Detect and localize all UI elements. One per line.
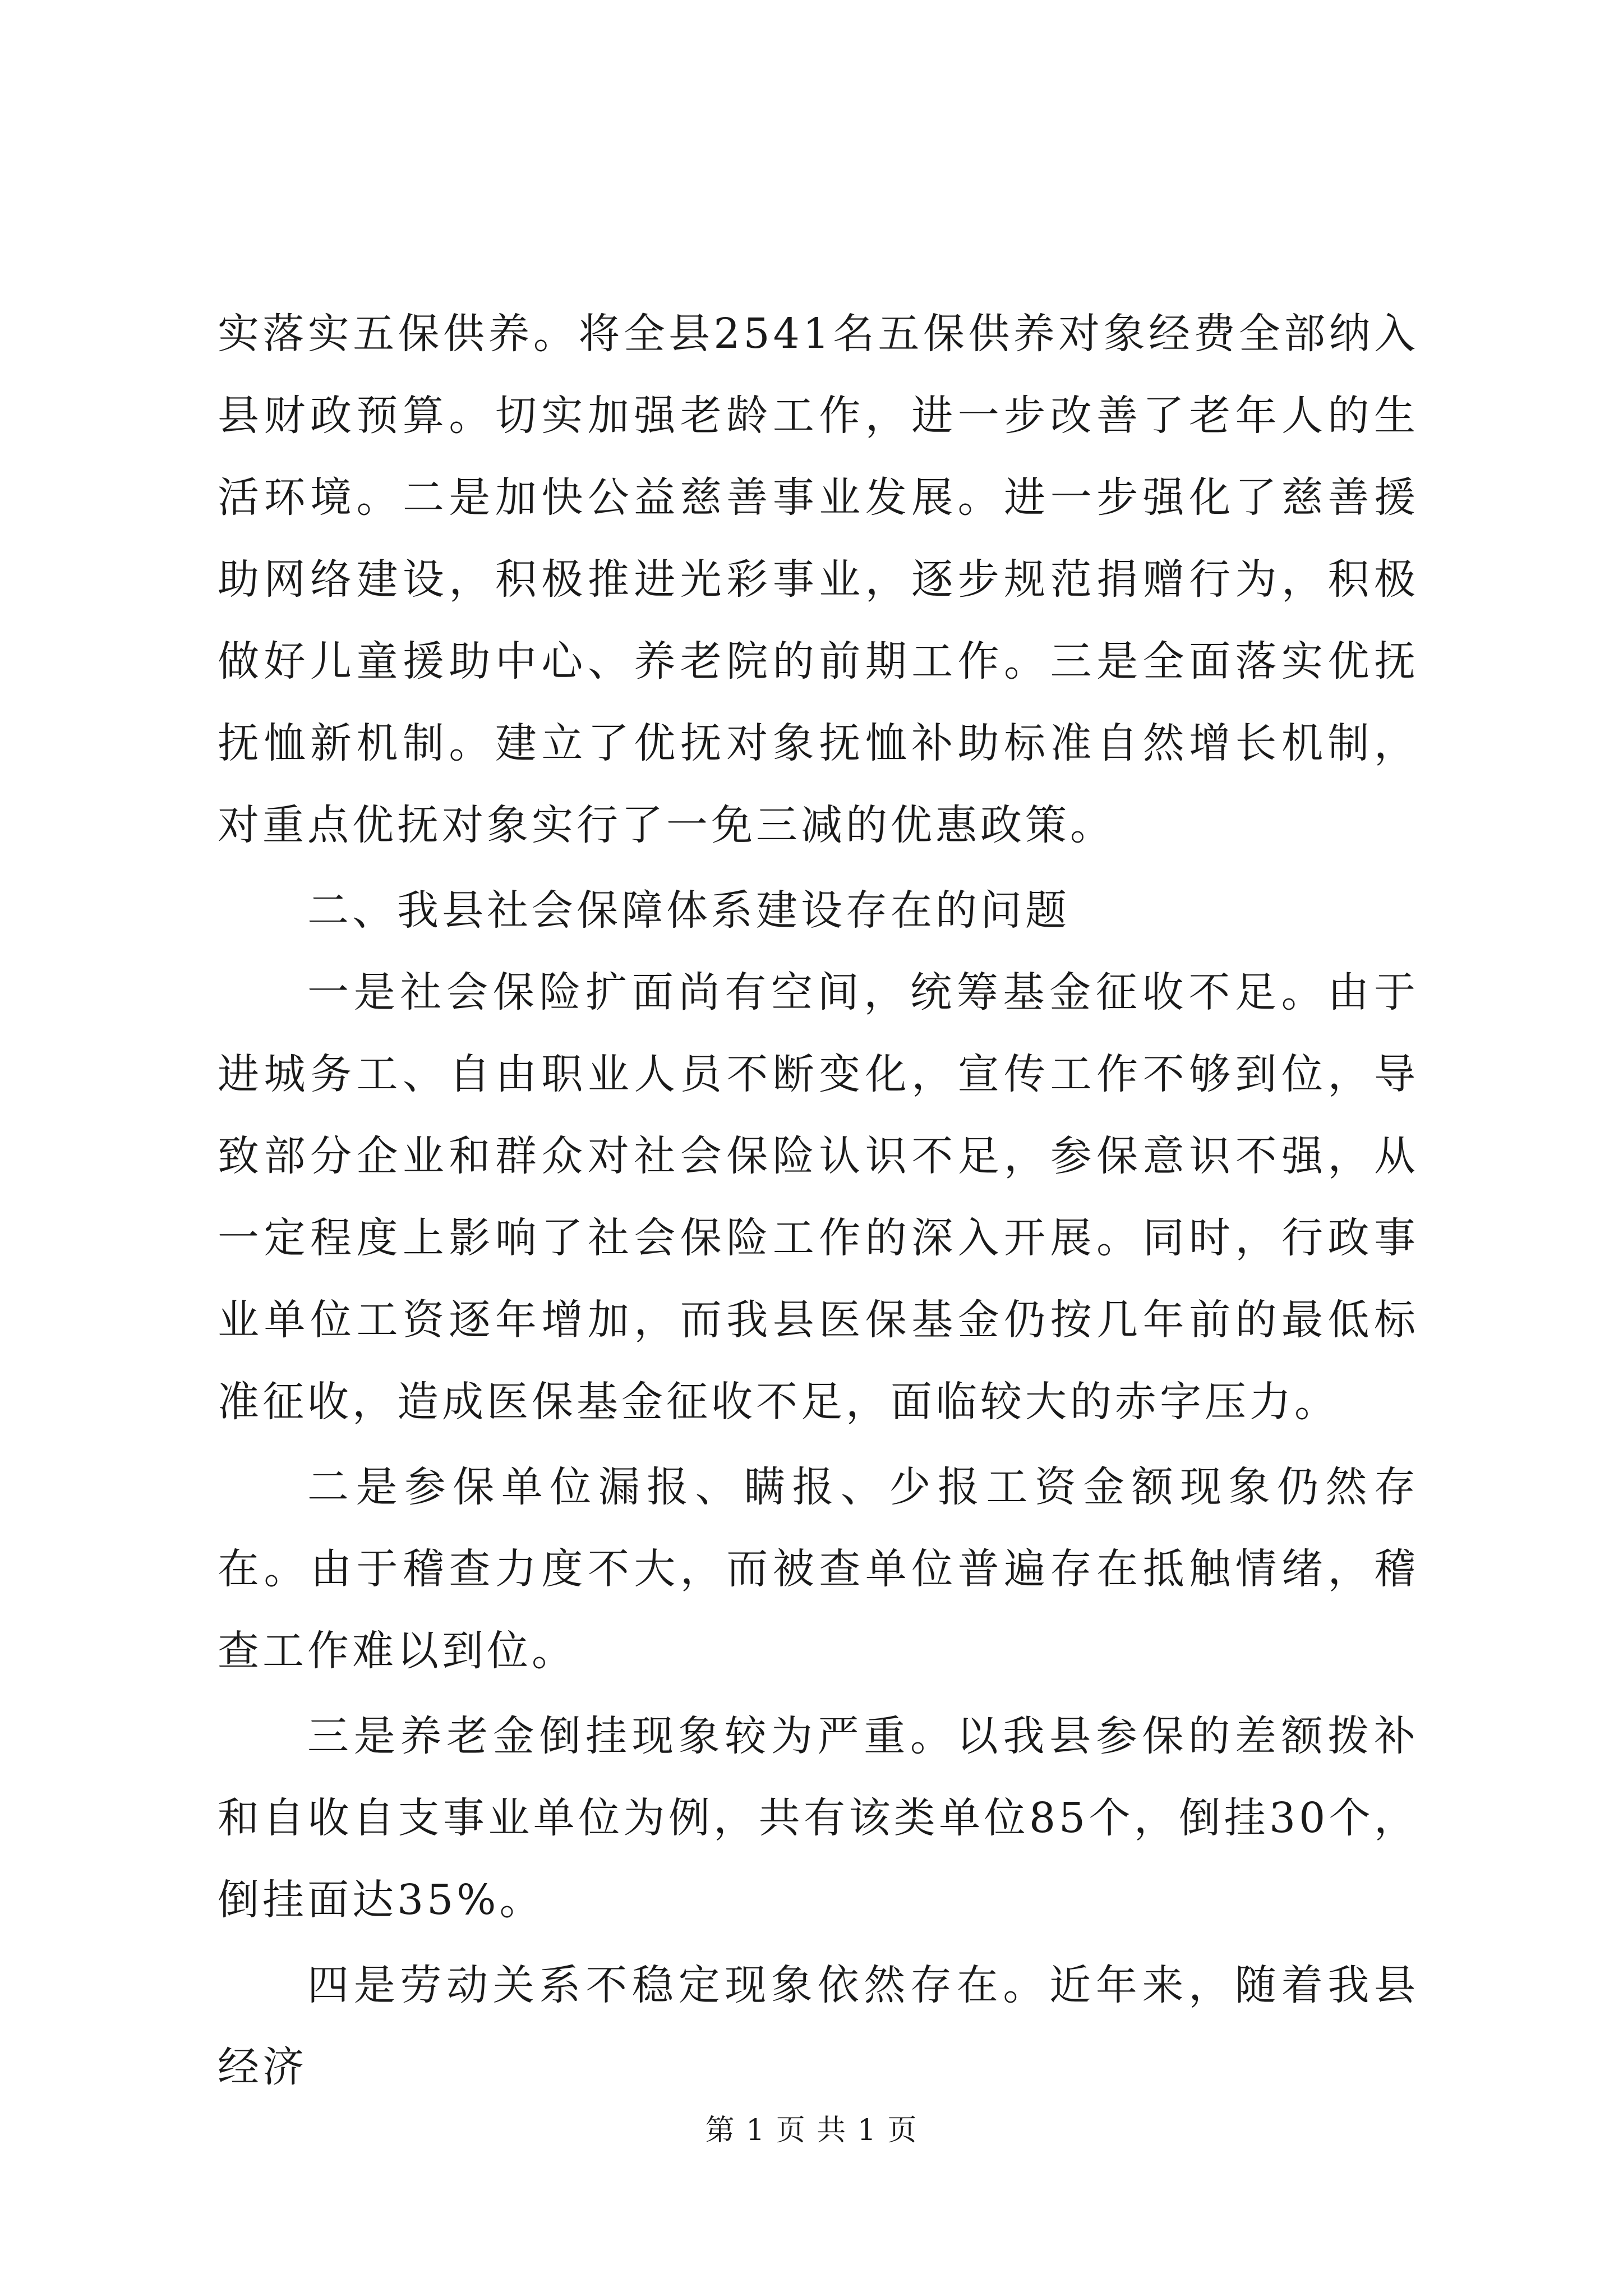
paragraph-3: 一是社会保险扩面尚有空间，统筹基金征收不足。由于进城务工、自由职业人员不断变化，宣传工作不够到位，导致部分企业和群众对社会保险认识不足，参保意识不强，从一定程度上影响了社会保险工作的深入开展。同时，行政事业单位工资逐年增加，而我县医保基金仍按几年前的最低标准征收，造成医保基金征收不足，面临较大的赤字压力。 [218,968,1419,1426]
paragraph-1: 实落实五保供养。将全县2541名五保供养对象经费全部纳入县财政预算。切实加强老龄工作，进一步改善了老年人的生活环境。二是加快公益慈善事业发展。进一步强化了慈善援助网络建设，积极推进光彩事业，逐步规范捐赠行为，积极做好儿童援助中心、养老院的前期工作。三是全面落实优抚抚恤新机制。建立了优抚对象抚恤补助标准自然增长机制，对重点优抚对象实行了一免三减的优惠政策。 [218,310,1419,849]
paragraph-4: 二是参保单位漏报、瞒报、少报工资金额现象仍然存在。由于稽查力度不大，而被查单位普遍存在抵触情绪，稽查工作难以到位。 [218,1463,1419,1675]
document-body [218,293,1419,2108]
paragraph-5: 三是养老金倒挂现象较为严重。以我县参保的差额拨补和自收自支事业单位为例，共有该类单位85个，倒挂30个，倒挂面达35%。 [218,1712,1419,1924]
section-heading: 二、我县社会保障体系建设存在的问题 [307,886,1070,935]
page-footer: 第 1 页 共 1 页 [705,2114,918,2147]
paragraph-6: 四是劳动关系不稳定现象依然存在。近年来，随着我县经济 [218,1961,1419,2091]
